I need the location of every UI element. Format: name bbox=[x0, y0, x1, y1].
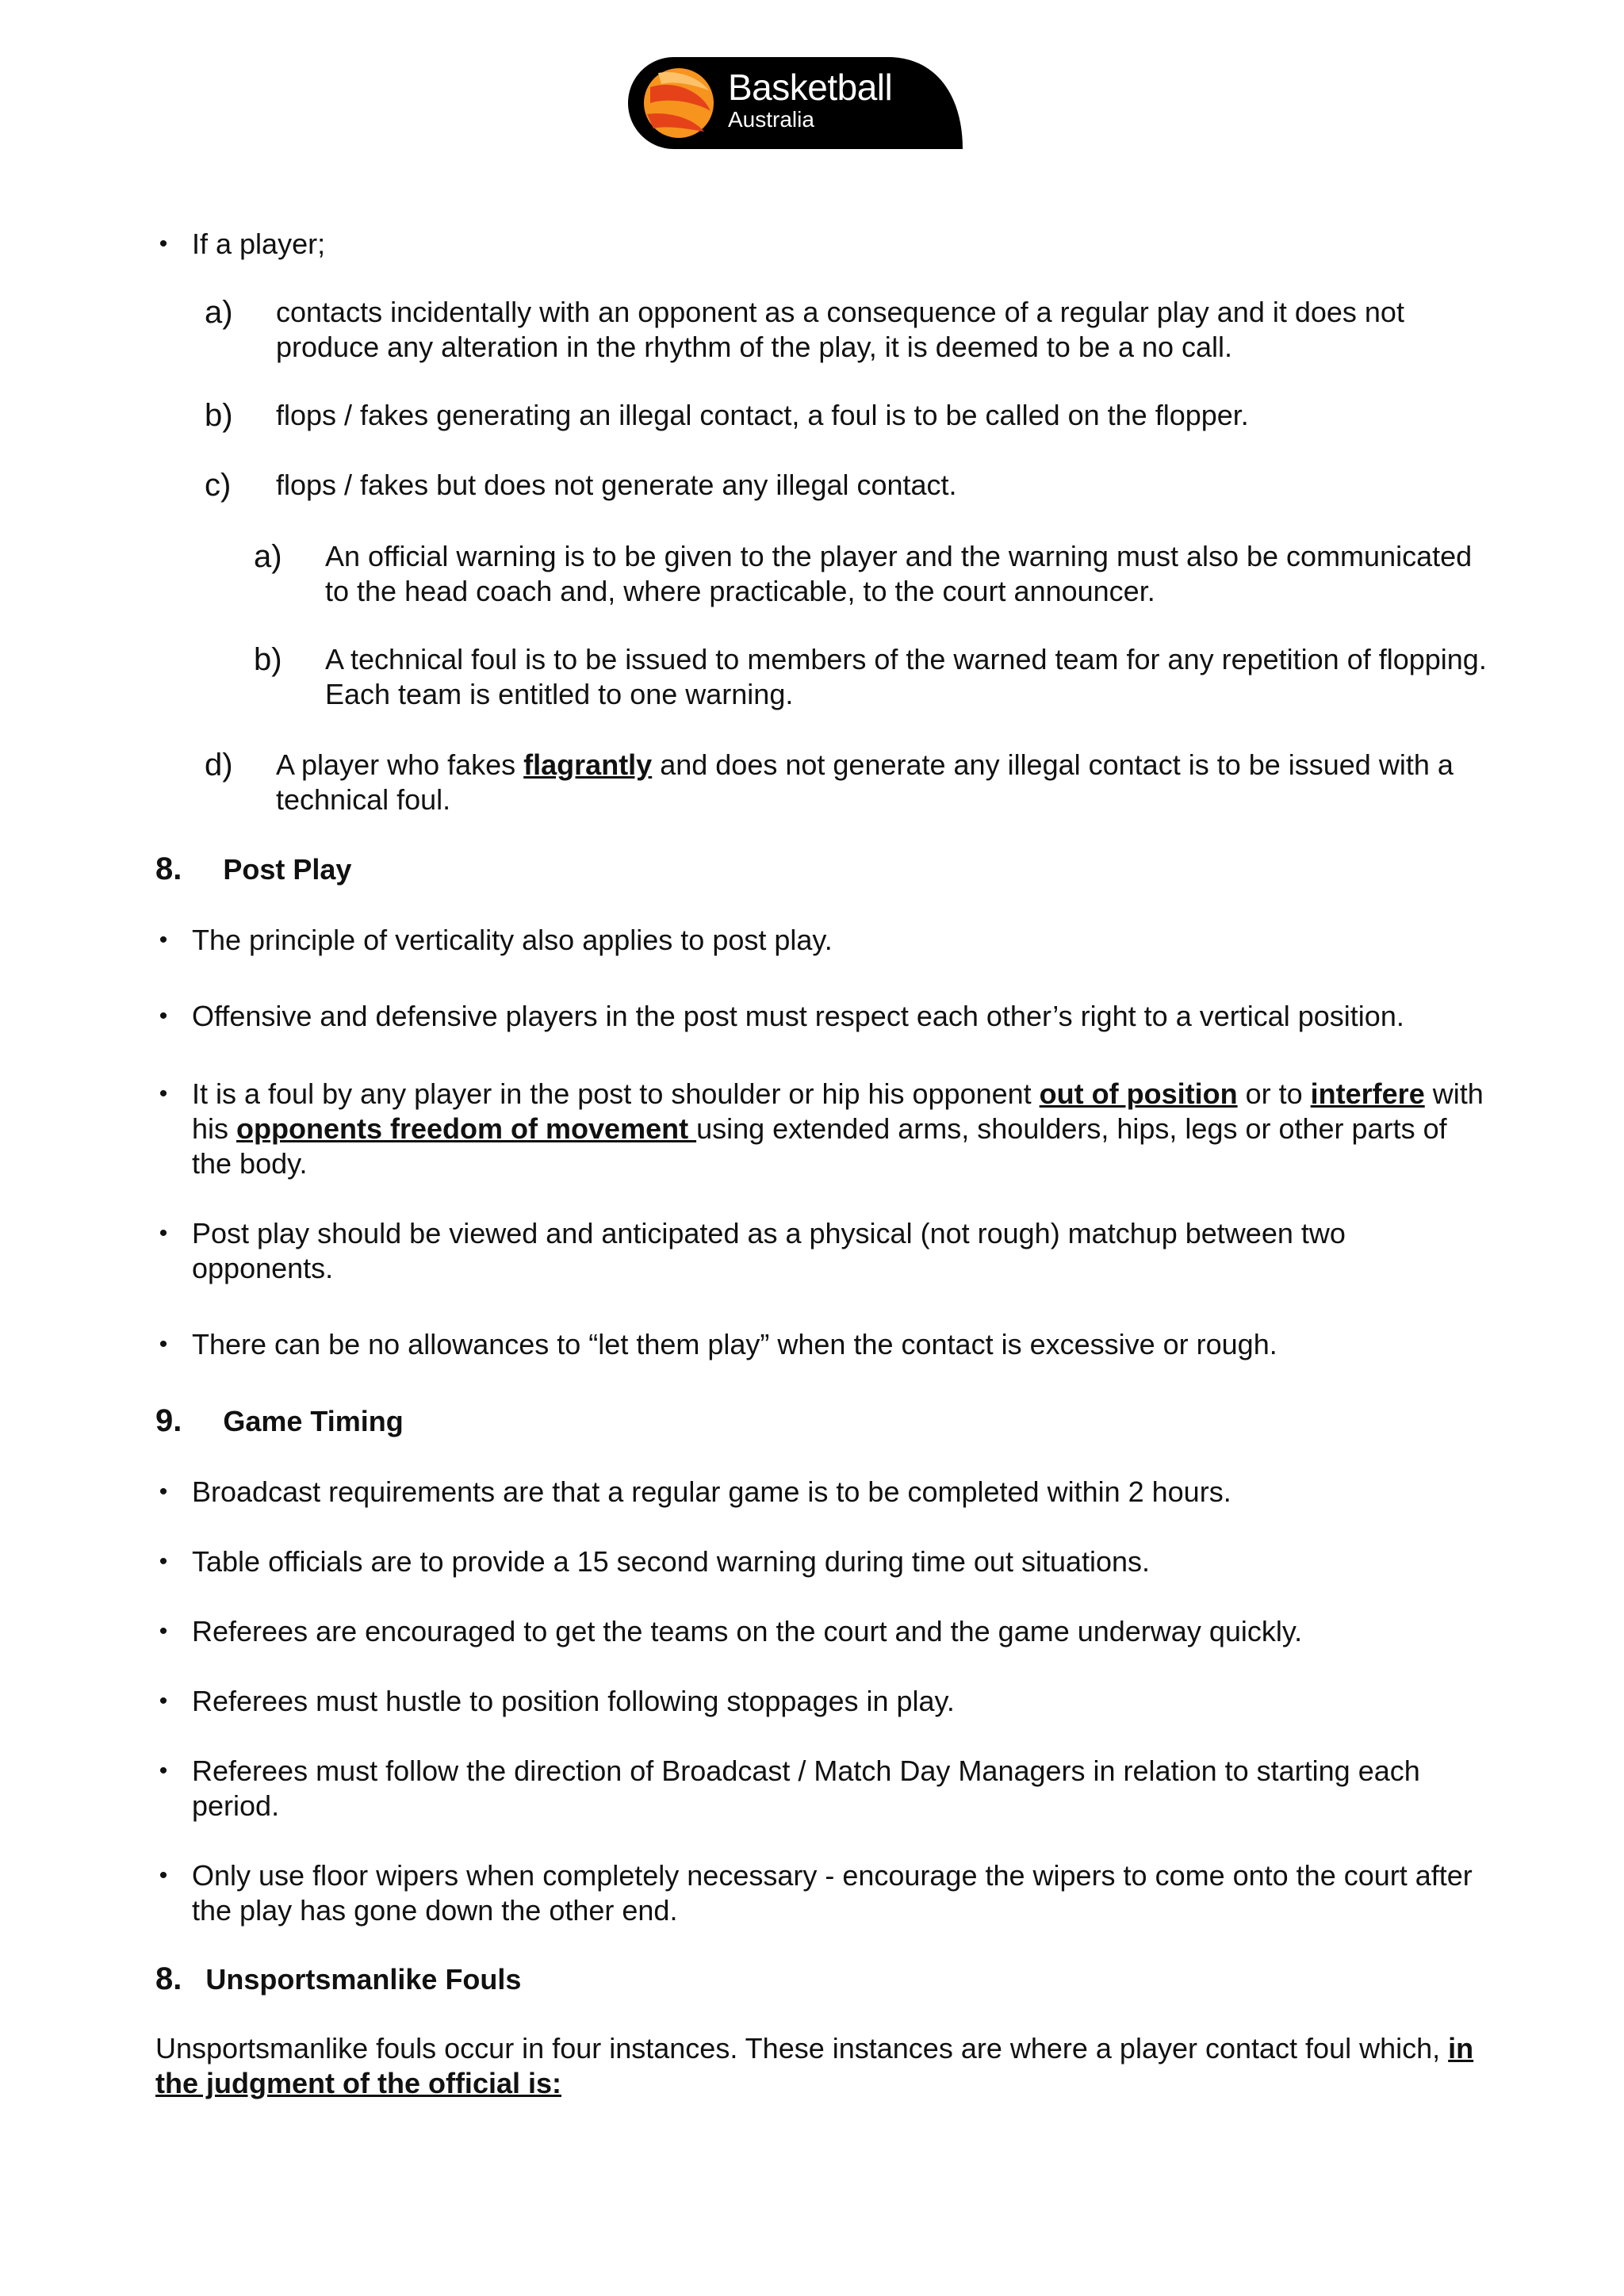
post-play-bullet-3: • It is a foul by any player in the post to shoulder or hip his opponent out of position or to interfere with his opponents freedom of movement using extended arms, shoulders, hips, legs or other parts of the body. bbox=[155, 1077, 1488, 1181]
list-item-text: A player who fakes flagrantly and does not generate any illegal contact is to be issued with a technical foul. bbox=[276, 748, 1454, 816]
intro-bullet bbox=[155, 227, 1488, 262]
bullet-glyph: • bbox=[159, 1548, 168, 1575]
game-timing-bullet-6: • Only use floor wipers when completely necessary - encourage the wipers to come onto the court after the play has gone down the other end. bbox=[155, 1858, 1488, 1928]
list-item-c bbox=[205, 468, 1489, 503]
section-heading-post-play bbox=[155, 851, 351, 887]
list-item-b bbox=[205, 398, 1489, 433]
list-item-label: c) bbox=[205, 468, 232, 503]
list-item-label: d) bbox=[205, 748, 233, 783]
emphasis-out-of-position: out of position bbox=[1039, 1077, 1238, 1110]
emphasis-interfere: interfere bbox=[1310, 1077, 1425, 1110]
section-title: Unsportsmanlike Fouls bbox=[205, 1963, 522, 1996]
game-timing-bullet-4: • Referees must hustle to position following stoppages in play. bbox=[155, 1684, 1488, 1719]
sub-item-a bbox=[254, 539, 1491, 609]
bullet-glyph: • bbox=[159, 927, 168, 953]
basketball-australia-logo bbox=[626, 55, 964, 151]
section-heading-game-timing bbox=[155, 1403, 404, 1439]
list-item-label: a) bbox=[205, 295, 233, 330]
section-heading-unsportsmanlike bbox=[155, 1961, 521, 1997]
bullet-glyph: • bbox=[159, 231, 168, 257]
list-item-a bbox=[205, 295, 1489, 365]
bullet-glyph: • bbox=[159, 1081, 168, 1107]
list-item-text: contacts incidentally with an opponent as a consequence of a regular play and it does not produce any alteration in the rhythm of the play, it is deemed to be a no call. bbox=[276, 296, 1404, 363]
section-number: 8. bbox=[155, 851, 182, 886]
section-number: 8. bbox=[155, 1961, 182, 1996]
emphasis-freedom-of-movement: opponents freedom of movement bbox=[236, 1112, 697, 1145]
emphasis-judgment: in the judgment of the official is: bbox=[155, 2032, 1474, 2099]
game-timing-bullet-2: • Table officials are to provide a 15 second warning during time out situations. bbox=[155, 1544, 1488, 1579]
list-item-text: flops / fakes generating an illegal contact, a foul is to be called on the flopper. bbox=[276, 399, 1249, 431]
sub-item-label: a) bbox=[254, 539, 282, 574]
bullet-glyph: • bbox=[159, 1479, 168, 1505]
bullet-glyph: • bbox=[159, 1862, 168, 1888]
list-item-d bbox=[205, 748, 1489, 817]
bullet-glyph: • bbox=[159, 1688, 168, 1714]
game-timing-bullet-1: • Broadcast requirements are that a regular game is to be completed within 2 hours. bbox=[155, 1475, 1488, 1510]
bullet-glyph: • bbox=[159, 1003, 168, 1029]
bullet-glyph: • bbox=[159, 1758, 168, 1784]
post-play-bullet-1: • The principle of verticality also applies to post play. bbox=[155, 923, 1488, 958]
bullet-glyph: • bbox=[159, 1220, 168, 1246]
section-title: Game Timing bbox=[223, 1405, 404, 1437]
game-timing-bullet-3: • Referees are encouraged to get the teams on the court and the game underway quickly. bbox=[155, 1614, 1488, 1649]
sub-item-text: A technical foul is to be issued to members of the warned team for any repetition of flopping. Each team is entitled to one warning. bbox=[325, 643, 1487, 710]
sub-item-label: b) bbox=[254, 642, 282, 677]
basketball-icon bbox=[644, 68, 714, 138]
logo-text bbox=[728, 67, 892, 132]
logo-subtitle: Australia bbox=[728, 107, 814, 132]
section-title: Post Play bbox=[223, 853, 352, 886]
sub-item-text: An official warning is to be given to the player and the warning must also be communicated to the head coach and, where practicable, to the court announcer. bbox=[325, 540, 1473, 607]
bullet-glyph: • bbox=[159, 1331, 168, 1357]
intro-text: If a player; bbox=[192, 228, 326, 260]
unsportsmanlike-paragraph: Unsportsmanlike fouls occur in four instances. These instances are where a player contact foul which, in the judgment of the official is: bbox=[155, 2032, 1474, 2099]
post-play-bullet-2: • Offensive and defensive players in the post must respect each other’s right to a vertical position. bbox=[155, 999, 1488, 1034]
logo-title: Basketball bbox=[728, 67, 893, 108]
sub-item-b bbox=[254, 642, 1491, 712]
post-play-bullet-4: • Post play should be viewed and anticipated as a physical (not rough) matchup between two opponents. bbox=[155, 1216, 1488, 1286]
section-number: 9. bbox=[155, 1403, 182, 1438]
list-item-label: b) bbox=[205, 398, 233, 433]
post-play-bullet-5: • There can be no allowances to “let them play” when the contact is excessive or rough. bbox=[155, 1327, 1488, 1362]
emphasis-flagrantly: flagrantly bbox=[523, 748, 653, 781]
bullet-glyph: • bbox=[159, 1618, 168, 1644]
list-item-text: flops / fakes but does not generate any illegal contact. bbox=[276, 469, 957, 501]
game-timing-bullet-5: • Referees must follow the direction of Broadcast / Match Day Managers in relation to starting each period. bbox=[155, 1754, 1488, 1823]
